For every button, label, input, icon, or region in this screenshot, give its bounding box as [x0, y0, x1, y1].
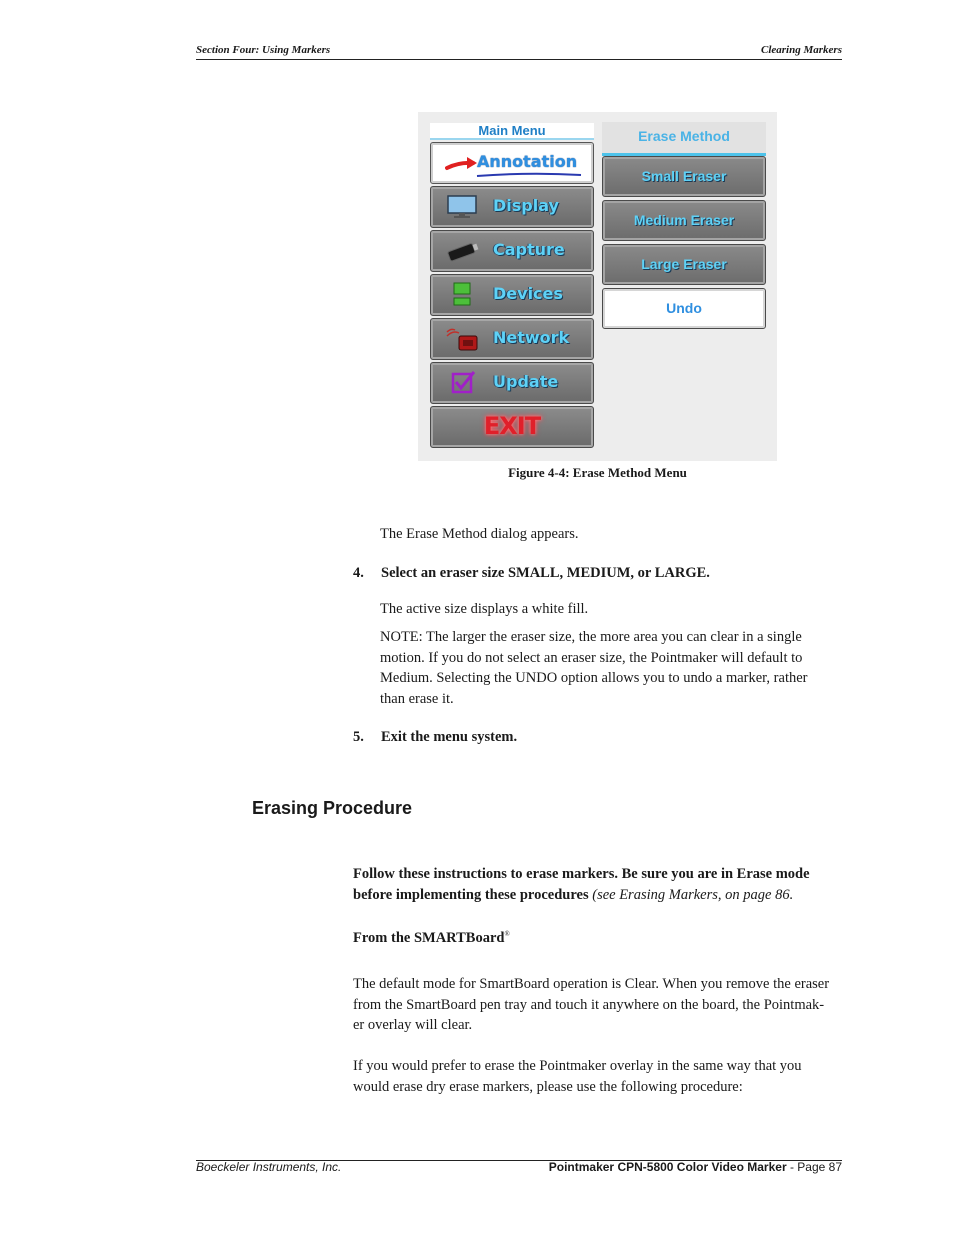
capture-button[interactable]: [430, 230, 594, 272]
update-button[interactable]: [430, 362, 594, 404]
devices-label: Devices: [493, 284, 563, 303]
display-label: Display: [493, 196, 559, 215]
footer-company: Boeckeler Instruments, Inc.: [196, 1160, 342, 1174]
cross-reference-link[interactable]: (see Erasing Markers, on page 86.: [588, 886, 794, 903]
note-paragraph: [380, 627, 850, 709]
registered-mark: ®: [504, 930, 510, 938]
annotation-label: Annotation: [477, 152, 578, 171]
note-line: Medium. Selecting the UNDO option allows you to undo a marker, rather: [380, 670, 808, 686]
small-eraser-button[interactable]: Small Eraser: [602, 156, 766, 197]
subheading-text: From the SMARTBoard: [353, 929, 505, 946]
section-heading: Erasing Procedure: [252, 798, 413, 818]
default-line: er overlay will clear.: [353, 1017, 473, 1033]
default-line: from the SmartBoard pen tray and touch it anywhere on the board, the Pointmak-: [353, 996, 825, 1013]
note-line: NOTE: The larger the eraser size, the more area you can clear in a single: [380, 629, 802, 645]
default-line: The default mode for SmartBoard operation is Clear. When you remove the eraser: [353, 976, 830, 992]
prefer-paragraph: [353, 1056, 843, 1097]
prefer-line: If you would prefer to erase the Pointmaker overlay in the same way that you: [353, 1058, 802, 1074]
subheading-from-smartboard: [353, 924, 510, 948]
header-chapter-title: Clearing Markers: [761, 44, 842, 56]
checkbox-icon: [445, 370, 479, 396]
network-icon: [445, 326, 479, 352]
footer-page-number: - Page 87: [786, 1160, 842, 1174]
medium-eraser-button[interactable]: Medium Eraser: [602, 200, 766, 241]
network-label: Network: [493, 328, 570, 347]
figure-caption: Figure 4-4: Erase Method Menu: [508, 465, 687, 480]
red-arrow-icon: [445, 150, 479, 176]
footer-page-info: [549, 1160, 842, 1174]
annotation-button[interactable]: [430, 142, 594, 184]
devices-button[interactable]: [430, 274, 594, 316]
undo-button[interactable]: Undo: [602, 288, 766, 329]
capture-label: Capture: [493, 240, 565, 259]
step-4-number: 4.: [353, 565, 364, 581]
instructions-paragraph: [353, 864, 843, 905]
main-menu-title: Main Menu: [430, 123, 594, 140]
large-eraser-button[interactable]: Large Eraser: [602, 244, 766, 285]
paragraph-active-size: The active size displays a white fill.: [380, 601, 589, 617]
usb-drive-icon: [445, 238, 479, 264]
header-rule: [196, 59, 842, 60]
header-section-title: Section Four: Using Markers: [196, 44, 331, 56]
footer-product-name: Pointmaker CPN-5800 Color Video Marker: [548, 1160, 787, 1174]
step-5-text: Exit the menu system.: [381, 729, 518, 745]
exit-label: EXIT: [483, 412, 541, 440]
erase-method-title: Erase Method: [602, 122, 766, 156]
monitor-icon: [445, 194, 479, 220]
devices-icon: [445, 282, 479, 308]
paragraph-dialog-appears: The Erase Method dialog appears.: [380, 526, 579, 542]
step-5-number: 5.: [353, 729, 364, 745]
step-4-text: Select an eraser size SMALL, MEDIUM, or LARGE.: [381, 565, 710, 581]
note-line: than erase it.: [380, 690, 454, 707]
note-line: motion. If you do not select an eraser size, the Pointmaker will default to: [380, 649, 803, 666]
exit-button[interactable]: [430, 406, 594, 448]
instructions-line-1: Follow these instructions to erase markers. Be sure you are in Erase mode: [353, 866, 810, 882]
prefer-line: would erase dry erase markers, please use the following procedure:: [353, 1078, 743, 1095]
display-button[interactable]: [430, 186, 594, 228]
update-label: Update: [493, 372, 559, 391]
figure-erase-method-menu: [418, 112, 777, 461]
instructions-line-2: [353, 885, 843, 906]
default-mode-paragraph: [353, 974, 843, 1036]
network-button[interactable]: [430, 318, 594, 360]
underline-scribble: [475, 172, 583, 178]
instructions-bold-part: before implementing these procedures: [353, 886, 589, 903]
